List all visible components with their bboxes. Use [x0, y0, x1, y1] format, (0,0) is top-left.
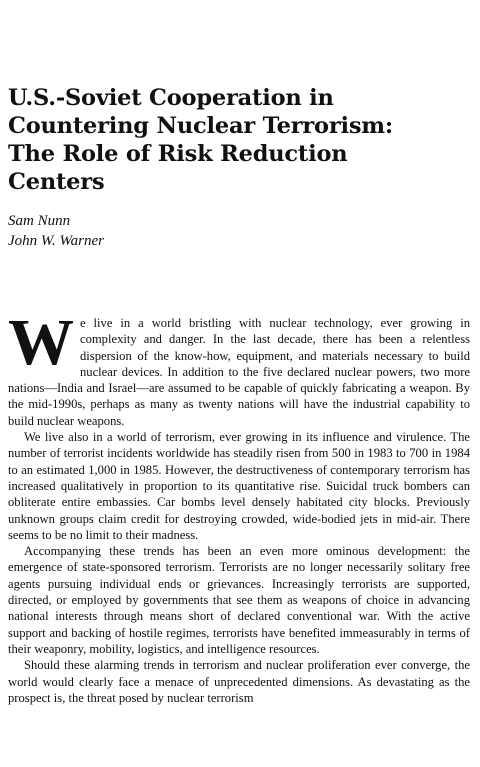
title-line: Countering Nuclear Terrorism: — [8, 113, 393, 139]
body-paragraph: We live also in a world of terrorism, ever growing in its influence and virulence. The number of terrorist incidents worldwide has steadily risen from 500 in 1983 to 700 in 1984 to an estimated 1,000 in 1985. However, the destructiveness of contemporary terrorism has increased qualitatively in proportion to its quantitative rise. Suicidal truck bombers can obliterate entire embassies. Car bombs level densely habitated city blocks. Previously unknown groups claim credit for destroying crowded, wide-bodied jets in mid-air. There seems to be no limit to their madness. — [8, 430, 470, 542]
drop-cap: W — [8, 306, 74, 379]
author-list — [8, 211, 104, 251]
body-paragraph — [8, 306, 470, 429]
author-name: John W. Warner — [8, 233, 104, 249]
paragraph-text: e live in a world bristling with nuclear technology, ever growing in complexity and danger. In the last decade, there has been a relentless dispersion of the know-how, equipment, and materials necessary to build nuclear devices. In addition to the five declared nuclear powers, two more nations—India and Israel—are assumed to be capable of quickly fabricating a weapon. By the mid-1990s, perhaps as many as twenty nations will have the industrial capability to build nuclear weapons. — [8, 316, 470, 428]
title-line: Centers — [8, 169, 105, 195]
article-body — [8, 306, 470, 706]
article-title — [8, 84, 468, 196]
body-paragraph: Accompanying these trends has been an even more ominous development: the emergence of state-sponsored terrorism. Terrorists are no longer necessarily solitary free agents pursuing individual ends or grievances. Increasingly terrorists are supported, directed, or employed by governments that see them as weapons of choice in advancing national interests through means short of declared conventional war. With the active support and backing of hostile regimes, terrorists have benefited immeasurably in terms of their weaponry, mobility, logistics, and intelligence resources. — [8, 544, 470, 656]
body-paragraph: Should these alarming trends in terrorism and nuclear proliferation ever converge, the world would clearly face a menace of unprecedented dimensions. As devastating as the prospect is, the threat posed by nuclear terrorism — [8, 658, 470, 705]
author-name: Sam Nunn — [8, 213, 71, 229]
title-line: U.S.-Soviet Cooperation in — [8, 85, 334, 111]
title-line: The Role of Risk Reduction — [8, 141, 348, 167]
